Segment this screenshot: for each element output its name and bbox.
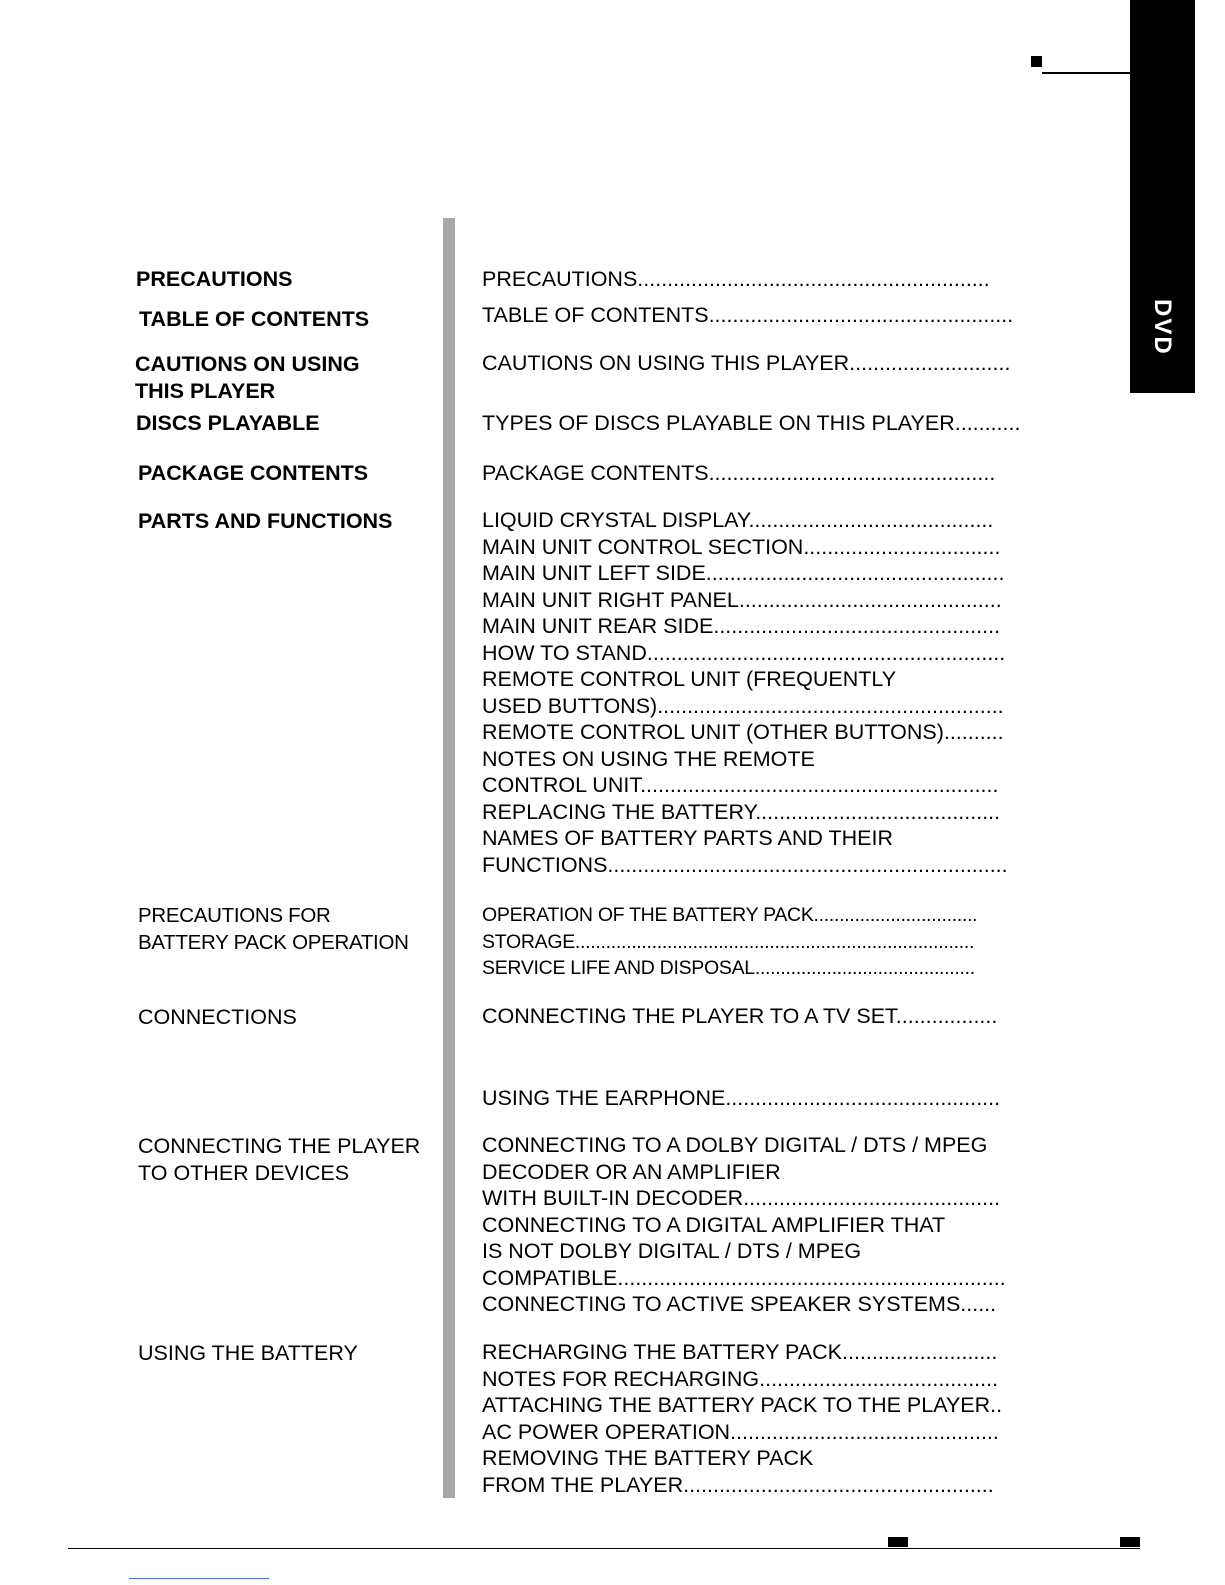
toc-entry: TYPES OF DISCS PLAYABLE ON THIS PLAYER...........: [482, 411, 1021, 435]
section-title-discs-playable: DISCS PLAYABLE: [136, 411, 320, 435]
toc-entry: HOW TO STAND............................................................: [482, 640, 1006, 665]
section-title-precautions: PRECAUTIONS: [136, 267, 293, 291]
toc-entry: REPLACING THE BATTERY.........................................: [482, 799, 1001, 824]
header-marker: [1031, 56, 1042, 67]
toc-entry: CONNECTING THE PLAYER TO A TV SET.................: [482, 1004, 998, 1028]
column-divider: [443, 218, 455, 1498]
section-title-using-the-battery: USING THE BATTERY: [138, 1341, 358, 1365]
header-rule: [1042, 72, 1130, 74]
toc-entry: STORAGE..............................................................................: [482, 930, 975, 953]
toc-entry: NAMES OF BATTERY PARTS AND THEIR FUNCTIONS...................................................................: [482, 826, 1008, 877]
toc-entry: AC POWER OPERATION.............................................: [482, 1419, 999, 1444]
toc-entry: USING THE EARPHONE..............................................: [482, 1085, 1001, 1110]
side-tab-label: DVD: [1149, 298, 1176, 356]
toc-entry: MAIN UNIT LEFT SIDE..................................................: [482, 561, 1005, 585]
toc-entry: NOTES FOR RECHARGING........................................: [482, 1366, 999, 1391]
toc-entry: CONNECTING TO A DIGITAL AMPLIFIER THAT IS NOT DOLBY DIGITAL / DTS / MPEG COMPATIBLE.................................................................: [482, 1212, 1006, 1290]
section-entries-table-of-contents: [482, 302, 1077, 329]
toc-entry: MAIN UNIT CONTROL SECTION.................................: [482, 534, 1001, 559]
section-entries-parts-and-functions: [482, 507, 1077, 878]
section-entries-precautions: [482, 266, 1077, 293]
footer-marker-right: [1120, 1537, 1140, 1547]
footer-marker-left: [888, 1537, 908, 1547]
section-entries-battery-precautions: [482, 902, 1077, 982]
toc-entry: RECHARGING THE BATTERY PACK..........................: [482, 1340, 998, 1364]
toc-entry: REMOTE CONTROL UNIT (OTHER BUTTONS)..........: [482, 720, 1004, 744]
toc-entry: REMOVING THE BATTERY PACK FROM THE PLAYER....................................................: [482, 1446, 994, 1497]
toc-entry: LIQUID CRYSTAL DISPLAY.........................................: [482, 508, 994, 532]
toc-entry: TABLE OF CONTENTS...................................................: [482, 303, 1014, 327]
section-title-cautions: CAUTIONS ON USING THIS PLAYER: [135, 352, 360, 403]
toc-entry: OPERATION OF THE BATTERY PACK................................: [482, 904, 978, 926]
section-title-other-devices: CONNECTING THE PLAYER TO OTHER DEVICES: [138, 1134, 421, 1185]
footer-rule: [68, 1548, 1140, 1549]
toc-entry: ATTACHING THE BATTERY PACK TO THE PLAYER..: [482, 1393, 1003, 1417]
section-title-connections: CONNECTIONS: [138, 1005, 297, 1029]
toc-entry: SERVICE LIFE AND DISPOSAL...........................................: [482, 957, 975, 979]
section-entries-package-contents: [482, 460, 1077, 487]
toc-entry: PACKAGE CONTENTS................................................: [482, 461, 996, 485]
section-entries-other-devices: [482, 1132, 1077, 1318]
section-entries-cautions: [482, 350, 1077, 377]
section-title-battery-precautions: PRECAUTIONS FOR BATTERY PACK OPERATION: [138, 904, 409, 954]
toc-entry: REMOTE CONTROL UNIT (FREQUENTLY USED BUTTONS)..........................................................: [482, 667, 1004, 718]
footer-link-underline: [129, 1578, 269, 1579]
section-entries-using-the-battery: [482, 1339, 1077, 1498]
toc-entry: CONNECTING TO A DOLBY DIGITAL / DTS / MPEG DECODER OR AN AMPLIFIER WITH BUILT-IN DECODER...........................................: [482, 1133, 1001, 1210]
section-entries-connections: [482, 1003, 1077, 1111]
toc-entry: NOTES ON USING THE REMOTE CONTROL UNIT............................................................: [482, 746, 999, 797]
side-tab: [1130, 0, 1195, 393]
toc-entry: CAUTIONS ON USING THIS PLAYER...........................: [482, 351, 1011, 375]
toc-entry: PRECAUTIONS...........................................................: [482, 267, 990, 291]
toc-entry: CONNECTING TO ACTIVE SPEAKER SYSTEMS......: [482, 1292, 997, 1316]
section-title-package-contents: PACKAGE CONTENTS: [138, 461, 369, 485]
section-title-parts-and-functions: PARTS AND FUNCTIONS: [138, 509, 393, 533]
section-entries-discs-playable: [482, 410, 1077, 437]
toc-entry: MAIN UNIT REAR SIDE................................................: [482, 614, 1001, 638]
toc-entry: MAIN UNIT RIGHT PANEL............................................: [482, 587, 1002, 612]
section-title-table-of-contents: TABLE OF CONTENTS: [139, 307, 370, 331]
